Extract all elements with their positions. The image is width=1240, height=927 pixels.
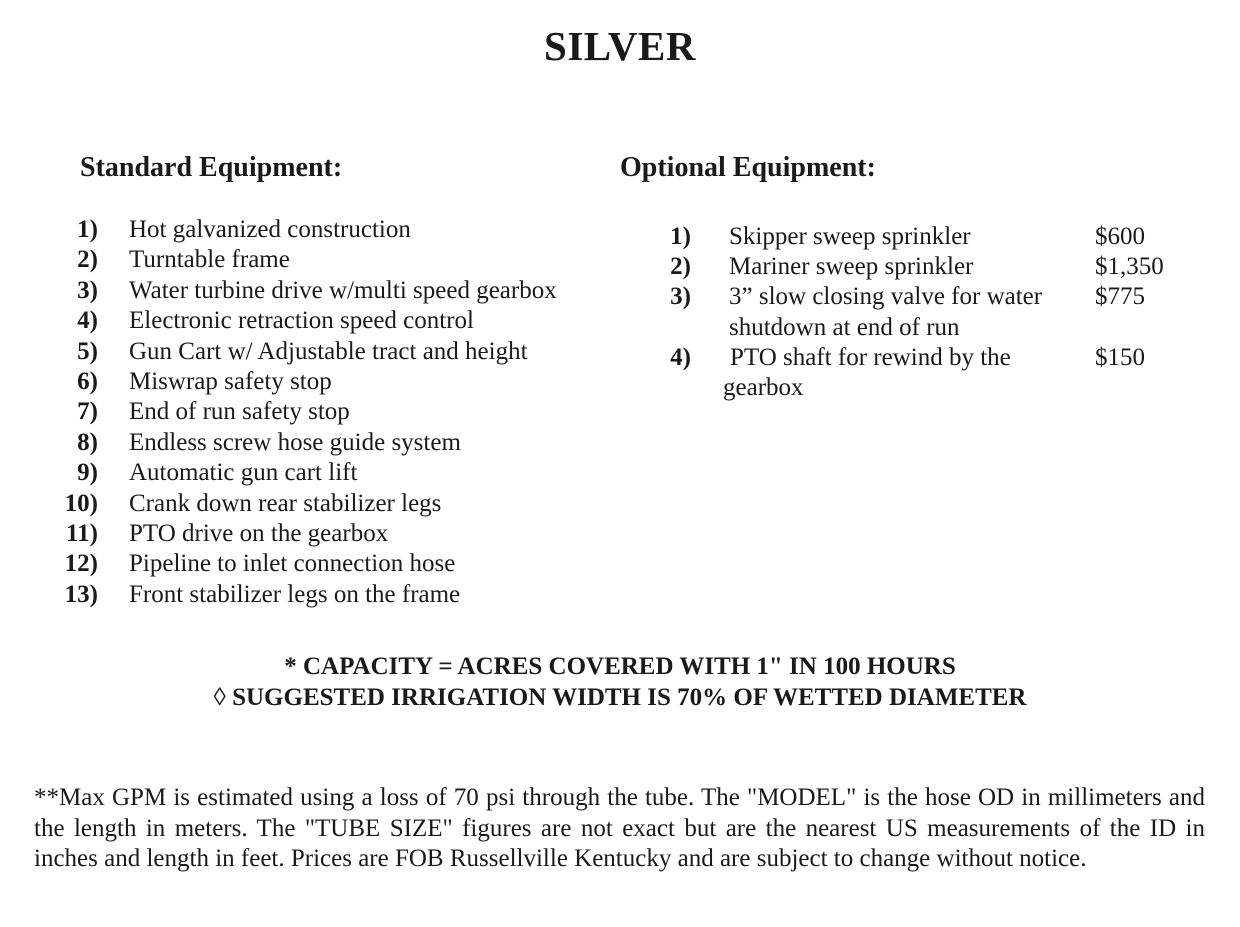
item-text: Crank down rear stabilizer legs	[129, 489, 442, 517]
list-item	[0, 458, 620, 488]
optional-equipment-heading: Optional Equipment:	[620, 152, 876, 183]
item-number: 1)	[670, 223, 691, 250]
list-item	[0, 489, 620, 519]
item-number: 11)	[66, 519, 98, 547]
item-text: Automatic gun cart lift	[129, 459, 358, 487]
item-text: Water turbine drive w/multi speed gearbox	[129, 276, 557, 304]
item-number: 4)	[77, 307, 98, 335]
item-number: 3)	[670, 283, 691, 311]
list-item	[0, 519, 620, 549]
list-item	[0, 252, 1240, 282]
item-number: 13)	[64, 580, 98, 608]
item-text: Gun Cart w/ Adjustable tract and height	[129, 337, 528, 365]
item-text: Electronic retraction speed control	[129, 307, 474, 335]
item-text: End of run safety stop	[129, 398, 350, 426]
list-item	[0, 549, 620, 579]
item-number: 3)	[77, 276, 98, 304]
list-item	[0, 428, 620, 458]
capacity-notes	[0, 652, 1240, 713]
item-price: $775	[1095, 283, 1145, 311]
capacity-note: * CAPACITY = ACRES COVERED WITH 1" IN 100 HOURS	[284, 653, 956, 680]
item-number: 12)	[64, 550, 98, 578]
item-number: 2)	[77, 246, 98, 274]
item-number: 2)	[670, 253, 691, 281]
item-number: 8)	[77, 428, 98, 456]
item-number: 10)	[64, 489, 98, 517]
optional-equipment-list	[0, 222, 1240, 403]
item-number: 9)	[77, 459, 98, 487]
footer-disclaimer: **Max GPM is estimated using a loss of 70 psi through the tube. The "MODEL" is the hose OD in millimeters and the length in meters. The "TUBE SIZE" figures are not exact but are the nearest US measurements of the ID in inches and length in feet. Prices are FOB Russellville Kentucky and are subject to change without notice.	[34, 784, 1205, 872]
list-item	[0, 580, 620, 610]
item-text: Hot galvanized construction	[129, 216, 411, 243]
item-text: PTO shaft for rewind by the gearbox	[723, 343, 1011, 402]
item-number: 1)	[77, 216, 98, 243]
page-title: SILVER	[544, 23, 696, 69]
item-price: $1,350	[1095, 253, 1164, 281]
list-item	[0, 343, 1240, 403]
list-item	[0, 222, 1240, 252]
item-text: Miswrap safety stop	[129, 367, 332, 395]
item-price: $150	[1095, 343, 1145, 371]
item-text: Skipper sweep sprinkler	[729, 223, 971, 250]
standard-equipment-heading: Standard Equipment:	[80, 152, 343, 183]
list-item	[0, 282, 1240, 342]
item-number: 5)	[77, 337, 98, 365]
item-text: Endless screw hose guide system	[129, 428, 461, 456]
item-text: Front stabilizer legs on the frame	[129, 580, 461, 608]
item-text: PTO drive on the gearbox	[129, 519, 389, 547]
item-text: Mariner sweep sprinkler	[729, 253, 974, 281]
item-price: $600	[1095, 223, 1145, 250]
item-text: Turntable frame	[129, 246, 290, 274]
item-number: 6)	[77, 367, 98, 395]
item-text: 3” slow closing valve for water shutdown at end of run	[729, 283, 1043, 341]
item-number: 4)	[670, 343, 691, 371]
irrigation-width-note: ◊ SUGGESTED IRRIGATION WIDTH IS 70% OF WETTED DIAMETER	[213, 683, 1027, 711]
item-number: 7)	[77, 398, 98, 426]
item-text: Pipeline to inlet connection hose	[129, 550, 456, 578]
